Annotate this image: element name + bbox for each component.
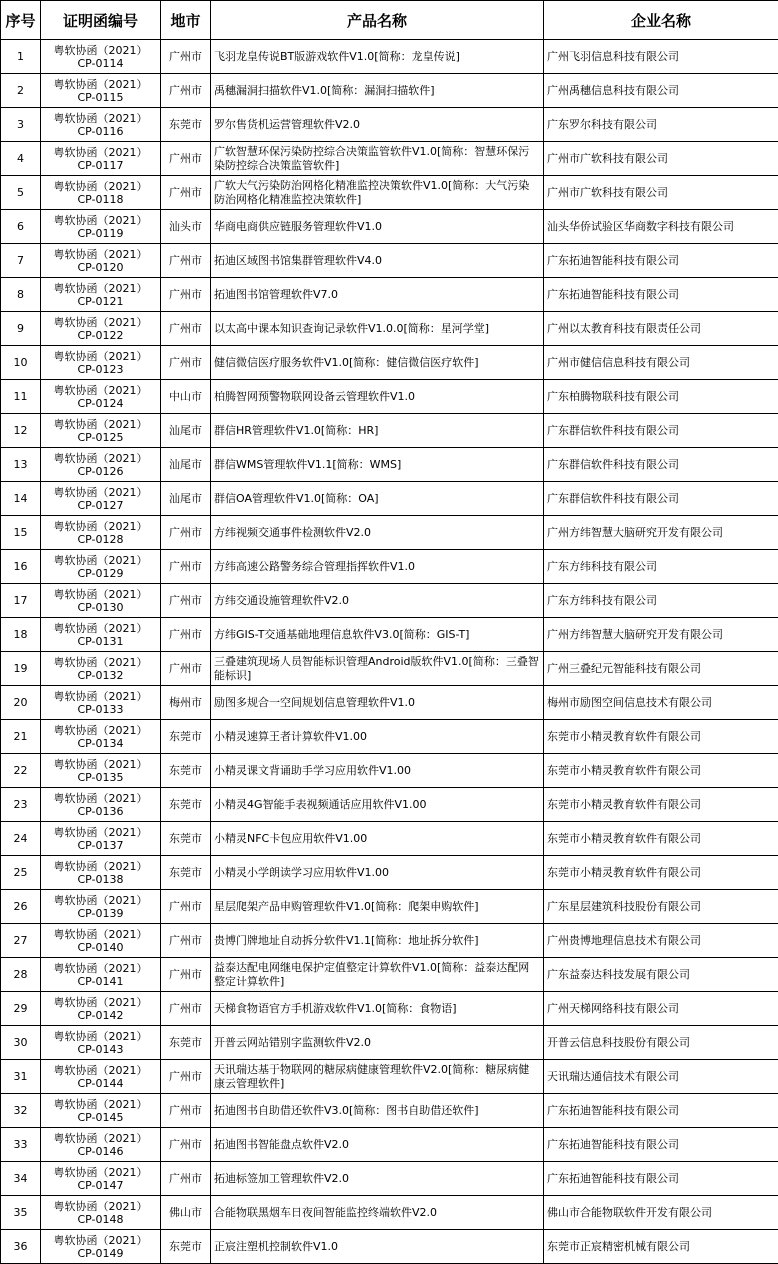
certificate-code-prefix: 粤软协函（2021） xyxy=(53,179,148,193)
city: 中山市 xyxy=(161,380,211,414)
certificate-code-number: CP-0148 xyxy=(77,1212,124,1226)
row-number: 3 xyxy=(1,108,41,142)
certificate-code-number: CP-0124 xyxy=(77,396,124,410)
product-name: 益泰达配电网继电保护定值整定计算软件V1.0[简称：益泰达配网整定计算软件] xyxy=(211,958,544,992)
certificate-code-number: CP-0121 xyxy=(77,294,124,308)
row-number: 27 xyxy=(1,924,41,958)
product-name: 广软智慧环保污染防控综合决策监管软件V1.0[简称：智慧环保污染防控综合决策监管软件] xyxy=(211,142,544,176)
table-row xyxy=(1,1196,778,1230)
certificate-code-prefix: 粤软协函（2021） xyxy=(53,315,148,329)
table-row xyxy=(1,1094,778,1128)
certificate-code xyxy=(41,1128,161,1162)
certificate-code-prefix: 粤软协函（2021） xyxy=(53,791,148,805)
certificate-code-number: CP-0139 xyxy=(77,906,124,920)
product-name: 三叠建筑现场人员智能标识管理Android版软件V1.0[简称：三叠智能标识] xyxy=(211,652,544,686)
certificate-code-prefix: 粤软协函（2021） xyxy=(53,587,148,601)
company-name: 广州市广软科技有限公司 xyxy=(544,142,778,176)
product-name: 拓迪图书馆管理软件V7.0 xyxy=(211,278,544,312)
city: 汕尾市 xyxy=(161,414,211,448)
certificate-code xyxy=(41,890,161,924)
certificate-code-prefix: 粤软协函（2021） xyxy=(53,961,148,975)
table-row xyxy=(1,822,778,856)
row-number: 24 xyxy=(1,822,41,856)
company-name: 佛山市合能物联软件开发有限公司 xyxy=(544,1196,778,1230)
company-name: 东莞市小精灵教育软件有限公司 xyxy=(544,822,778,856)
city: 东莞市 xyxy=(161,822,211,856)
certificate-code-prefix: 粤软协函（2021） xyxy=(53,655,148,669)
certificate-code xyxy=(41,584,161,618)
table-row xyxy=(1,448,778,482)
certificate-code-number: CP-0143 xyxy=(77,1042,124,1056)
table-row xyxy=(1,176,778,210)
table-row xyxy=(1,958,778,992)
certificate-code-prefix: 粤软协函（2021） xyxy=(53,451,148,465)
certificate-code-number: CP-0138 xyxy=(77,872,124,886)
certificate-code-prefix: 粤软协函（2021） xyxy=(53,689,148,703)
certificate-code xyxy=(41,1162,161,1196)
certificate-code xyxy=(41,754,161,788)
certificate-code-number: CP-0141 xyxy=(77,974,124,988)
table-row xyxy=(1,40,778,74)
certificate-code-number: CP-0130 xyxy=(77,600,124,614)
city: 梅州市 xyxy=(161,686,211,720)
city: 广州市 xyxy=(161,278,211,312)
row-number: 7 xyxy=(1,244,41,278)
company-name: 广东拓迪智能科技有限公司 xyxy=(544,244,778,278)
company-name: 广州三叠纪元智能科技有限公司 xyxy=(544,652,778,686)
certificate-code-number: CP-0136 xyxy=(77,804,124,818)
company-name: 广东方纬科技有限公司 xyxy=(544,584,778,618)
product-name: 贵博门牌地址自动拆分软件V1.1[简称：地址拆分软件] xyxy=(211,924,544,958)
certificate-code xyxy=(41,822,161,856)
row-number: 28 xyxy=(1,958,41,992)
product-name: 合能物联黑烟车日夜间智能监控终端软件V2.0 xyxy=(211,1196,544,1230)
certificate-code-number: CP-0119 xyxy=(77,226,124,240)
certificate-code xyxy=(41,40,161,74)
certificate-code xyxy=(41,176,161,210)
row-number: 30 xyxy=(1,1026,41,1060)
table-row xyxy=(1,1230,778,1264)
row-number: 14 xyxy=(1,482,41,516)
table-row xyxy=(1,550,778,584)
table-row xyxy=(1,244,778,278)
certificate-code-prefix: 粤软协函（2021） xyxy=(53,281,148,295)
table-row xyxy=(1,890,778,924)
product-name: 拓迪图书自助借还软件V3.0[简称：图书自助借还软件] xyxy=(211,1094,544,1128)
certificate-code-prefix: 粤软协函（2021） xyxy=(53,1199,148,1213)
city: 佛山市 xyxy=(161,1196,211,1230)
table-row xyxy=(1,346,778,380)
city: 东莞市 xyxy=(161,788,211,822)
certificate-code-prefix: 粤软协函（2021） xyxy=(53,1233,148,1247)
row-number: 17 xyxy=(1,584,41,618)
certificate-code-number: CP-0132 xyxy=(77,668,124,682)
certificate-code-number: CP-0123 xyxy=(77,362,124,376)
product-name: 广软大气污染防治网格化精准监控决策软件V1.0[简称：大气污染防治网格化精准监控决策软件] xyxy=(211,176,544,210)
company-name: 广东柏腾物联科技有限公司 xyxy=(544,380,778,414)
product-name: 小精灵4G智能手表视频通话应用软件V1.00 xyxy=(211,788,544,822)
company-name: 广东益泰达科技发展有限公司 xyxy=(544,958,778,992)
certificate-code xyxy=(41,482,161,516)
product-name: 群信WMS管理软件V1.1[简称：WMS] xyxy=(211,448,544,482)
certificate-code-number: CP-0142 xyxy=(77,1008,124,1022)
table-row xyxy=(1,686,778,720)
certificate-code-prefix: 粤软协函（2021） xyxy=(53,723,148,737)
company-name: 东莞市小精灵教育软件有限公司 xyxy=(544,856,778,890)
certificate-code xyxy=(41,244,161,278)
product-name: 禹穗漏洞扫描软件V1.0[简称：漏洞扫描软件] xyxy=(211,74,544,108)
city: 广州市 xyxy=(161,40,211,74)
certificate-code xyxy=(41,108,161,142)
certificate-code-number: CP-0134 xyxy=(77,736,124,750)
certificate-code xyxy=(41,1060,161,1094)
certificate-code-prefix: 粤软协函（2021） xyxy=(53,145,148,159)
city: 广州市 xyxy=(161,618,211,652)
city: 东莞市 xyxy=(161,754,211,788)
row-number: 1 xyxy=(1,40,41,74)
certificate-code xyxy=(41,1026,161,1060)
certificate-code-prefix: 粤软协函（2021） xyxy=(53,757,148,771)
city: 广州市 xyxy=(161,244,211,278)
row-number: 23 xyxy=(1,788,41,822)
row-number: 25 xyxy=(1,856,41,890)
row-number: 11 xyxy=(1,380,41,414)
company-name: 广州市健信信息科技有限公司 xyxy=(544,346,778,380)
certificate-code-prefix: 粤软协函（2021） xyxy=(53,859,148,873)
city: 广州市 xyxy=(161,584,211,618)
company-name: 广东拓迪智能科技有限公司 xyxy=(544,1094,778,1128)
product-name: 罗尔售货机运营管理软件V2.0 xyxy=(211,108,544,142)
table-row xyxy=(1,210,778,244)
certificate-code xyxy=(41,618,161,652)
row-number: 15 xyxy=(1,516,41,550)
row-number: 29 xyxy=(1,992,41,1026)
city: 广州市 xyxy=(161,74,211,108)
city: 广州市 xyxy=(161,890,211,924)
table-row xyxy=(1,278,778,312)
certificate-code xyxy=(41,414,161,448)
certificate-code-prefix: 粤软协函（2021） xyxy=(53,553,148,567)
company-name: 东莞市小精灵教育软件有限公司 xyxy=(544,788,778,822)
city: 广州市 xyxy=(161,1060,211,1094)
certificate-code-number: CP-0129 xyxy=(77,566,124,580)
product-name: 拓迪区域图书馆集群管理软件V4.0 xyxy=(211,244,544,278)
certificate-code xyxy=(41,958,161,992)
row-number: 16 xyxy=(1,550,41,584)
certificate-code-prefix: 粤软协函（2021） xyxy=(53,519,148,533)
row-number: 31 xyxy=(1,1060,41,1094)
header-row xyxy=(1,1,778,40)
table-row xyxy=(1,652,778,686)
city: 广州市 xyxy=(161,958,211,992)
company-name: 广州禹穗信息科技有限公司 xyxy=(544,74,778,108)
certificate-code xyxy=(41,346,161,380)
header-company: 企业名称 xyxy=(544,1,778,40)
company-name: 开普云信息科技股份有限公司 xyxy=(544,1026,778,1060)
product-name: 健信微信医疗服务软件V1.0[简称：健信微信医疗软件] xyxy=(211,346,544,380)
certificate-code-prefix: 粤软协函（2021） xyxy=(53,1131,148,1145)
row-number: 36 xyxy=(1,1230,41,1264)
company-name: 广东方纬科技有限公司 xyxy=(544,550,778,584)
row-number: 20 xyxy=(1,686,41,720)
city: 广州市 xyxy=(161,652,211,686)
row-number: 2 xyxy=(1,74,41,108)
table-row xyxy=(1,584,778,618)
certificate-code xyxy=(41,856,161,890)
product-name: 正宸注塑机控制软件V1.0 xyxy=(211,1230,544,1264)
city: 广州市 xyxy=(161,924,211,958)
certificate-code xyxy=(41,142,161,176)
table-row xyxy=(1,312,778,346)
product-name: 小精灵NFC卡包应用软件V1.00 xyxy=(211,822,544,856)
certificate-code-prefix: 粤软协函（2021） xyxy=(53,995,148,1009)
certificate-code xyxy=(41,652,161,686)
certificate-code-prefix: 粤软协函（2021） xyxy=(53,825,148,839)
table-row xyxy=(1,788,778,822)
header-no: 序号 xyxy=(1,1,41,40)
company-name: 东莞市小精灵教育软件有限公司 xyxy=(544,754,778,788)
city: 汕尾市 xyxy=(161,448,211,482)
certificate-code-prefix: 粤软协函（2021） xyxy=(53,383,148,397)
row-number: 26 xyxy=(1,890,41,924)
product-name: 励图多规合一空间规划信息管理软件V1.0 xyxy=(211,686,544,720)
product-name: 群信OA管理软件V1.0[简称：OA] xyxy=(211,482,544,516)
company-name: 汕头华侨试验区华商数字科技有限公司 xyxy=(544,210,778,244)
company-name: 天讯瑞达通信技术有限公司 xyxy=(544,1060,778,1094)
certificate-code xyxy=(41,210,161,244)
city: 广州市 xyxy=(161,176,211,210)
row-number: 18 xyxy=(1,618,41,652)
table-row xyxy=(1,74,778,108)
certificate-code xyxy=(41,1094,161,1128)
certificate-code xyxy=(41,924,161,958)
product-name: 天梯食物语官方手机游戏软件V1.0[简称：食物语] xyxy=(211,992,544,1026)
product-name: 以太高中课本知识查询记录软件V1.0.0[简称：星河学堂] xyxy=(211,312,544,346)
product-name: 开普云网站错别字监测软件V2.0 xyxy=(211,1026,544,1060)
company-name: 广东群信软件科技有限公司 xyxy=(544,414,778,448)
product-name: 方纬GIS-T交通基础地理信息软件V3.0[简称：GIS-T] xyxy=(211,618,544,652)
city: 广州市 xyxy=(161,312,211,346)
certificate-code xyxy=(41,720,161,754)
product-name: 拓迪标签加工管理软件V2.0 xyxy=(211,1162,544,1196)
certificate-code-prefix: 粤软协函（2021） xyxy=(53,417,148,431)
row-number: 8 xyxy=(1,278,41,312)
product-name: 方纬交通设施管理软件V2.0 xyxy=(211,584,544,618)
certificate-code-number: CP-0135 xyxy=(77,770,124,784)
table-row xyxy=(1,1026,778,1060)
row-number: 32 xyxy=(1,1094,41,1128)
row-number: 13 xyxy=(1,448,41,482)
table-row xyxy=(1,482,778,516)
header-product: 产品名称 xyxy=(211,1,544,40)
row-number: 5 xyxy=(1,176,41,210)
row-number: 12 xyxy=(1,414,41,448)
certificate-code xyxy=(41,74,161,108)
certificate-code-prefix: 粤软协函（2021） xyxy=(53,77,148,91)
company-name: 广州方纬智慧大脑研究开发有限公司 xyxy=(544,618,778,652)
city: 广州市 xyxy=(161,992,211,1026)
certificate-code-number: CP-0122 xyxy=(77,328,124,342)
table-body xyxy=(1,40,778,1264)
certificate-code-number: CP-0126 xyxy=(77,464,124,478)
certificate-code-number: CP-0114 xyxy=(77,56,124,70)
certificate-code xyxy=(41,992,161,1026)
table-row xyxy=(1,618,778,652)
certificate-code-number: CP-0149 xyxy=(77,1246,124,1260)
header-code: 证明函编号 xyxy=(41,1,161,40)
city: 广州市 xyxy=(161,1128,211,1162)
certificate-code-number: CP-0146 xyxy=(77,1144,124,1158)
row-number: 22 xyxy=(1,754,41,788)
product-name: 群信HR管理软件V1.0[简称：HR] xyxy=(211,414,544,448)
product-name: 方纬高速公路警务综合管理指挥软件V1.0 xyxy=(211,550,544,584)
company-name: 广州飞羽信息科技有限公司 xyxy=(544,40,778,74)
certificate-code-prefix: 粤软协函（2021） xyxy=(53,621,148,635)
city: 广州市 xyxy=(161,1094,211,1128)
row-number: 9 xyxy=(1,312,41,346)
certificate-code-prefix: 粤软协函（2021） xyxy=(53,927,148,941)
company-name: 广东群信软件科技有限公司 xyxy=(544,448,778,482)
certificate-code xyxy=(41,516,161,550)
certificate-code xyxy=(41,312,161,346)
certificate-code-number: CP-0131 xyxy=(77,634,124,648)
certificate-code-prefix: 粤软协函（2021） xyxy=(53,1097,148,1111)
row-number: 21 xyxy=(1,720,41,754)
certificate-code-prefix: 粤软协函（2021） xyxy=(53,111,148,125)
certificate-code-number: CP-0117 xyxy=(77,158,124,172)
city: 东莞市 xyxy=(161,856,211,890)
row-number: 4 xyxy=(1,142,41,176)
row-number: 34 xyxy=(1,1162,41,1196)
table-row xyxy=(1,380,778,414)
company-name: 广东拓迪智能科技有限公司 xyxy=(544,278,778,312)
row-number: 33 xyxy=(1,1128,41,1162)
product-name: 飞羽龙皇传说BT版游戏软件V1.0[简称：龙皇传说] xyxy=(211,40,544,74)
certificate-code-prefix: 粤软协函（2021） xyxy=(53,893,148,907)
certificate-code-prefix: 粤软协函（2021） xyxy=(53,247,148,261)
product-name: 天讯瑞达基于物联网的糖尿病健康管理软件V2.0[简称：糖尿病健康云管理软件] xyxy=(211,1060,544,1094)
city: 东莞市 xyxy=(161,1230,211,1264)
certificate-code-number: CP-0128 xyxy=(77,532,124,546)
certificate-code-number: CP-0125 xyxy=(77,430,124,444)
company-name: 广东拓迪智能科技有限公司 xyxy=(544,1128,778,1162)
company-name: 广州市广软科技有限公司 xyxy=(544,176,778,210)
row-number: 35 xyxy=(1,1196,41,1230)
certificate-code xyxy=(41,380,161,414)
certificate-code-number: CP-0115 xyxy=(77,90,124,104)
table-row xyxy=(1,992,778,1026)
product-name: 方纬视频交通事件检测软件V2.0 xyxy=(211,516,544,550)
city: 东莞市 xyxy=(161,108,211,142)
certificate-code-number: CP-0137 xyxy=(77,838,124,852)
product-name: 小精灵小学朗读学习应用软件V1.00 xyxy=(211,856,544,890)
table-row xyxy=(1,142,778,176)
table-row xyxy=(1,516,778,550)
header-city: 地市 xyxy=(161,1,211,40)
row-number: 6 xyxy=(1,210,41,244)
certificate-code-prefix: 粤软协函（2021） xyxy=(53,349,148,363)
product-name: 华商电商供应链服务管理软件V1.0 xyxy=(211,210,544,244)
table-row xyxy=(1,1060,778,1094)
product-name: 星层爬架产品申购管理软件V1.0[简称：爬架申购软件] xyxy=(211,890,544,924)
certificate-code xyxy=(41,788,161,822)
product-name: 柏腾智网预警物联网设备云管理软件V1.0 xyxy=(211,380,544,414)
certificate-code-number: CP-0127 xyxy=(77,498,124,512)
certificate-code-prefix: 粤软协函（2021） xyxy=(53,43,148,57)
company-name: 广州以太教育科技有限责任公司 xyxy=(544,312,778,346)
certificate-code xyxy=(41,448,161,482)
certificate-code-number: CP-0140 xyxy=(77,940,124,954)
table-row xyxy=(1,414,778,448)
city: 东莞市 xyxy=(161,720,211,754)
certificate-code xyxy=(41,550,161,584)
company-name: 梅州市励图空间信息技术有限公司 xyxy=(544,686,778,720)
product-name: 小精灵速算王者计算软件V1.00 xyxy=(211,720,544,754)
certificate-code xyxy=(41,686,161,720)
table-row xyxy=(1,1162,778,1196)
table-row xyxy=(1,754,778,788)
city: 汕尾市 xyxy=(161,482,211,516)
company-name: 东莞市正宸精密机械有限公司 xyxy=(544,1230,778,1264)
product-name: 小精灵课文背诵助手学习应用软件V1.00 xyxy=(211,754,544,788)
city: 广州市 xyxy=(161,550,211,584)
table-row xyxy=(1,1128,778,1162)
certificate-code xyxy=(41,278,161,312)
company-name: 广东拓迪智能科技有限公司 xyxy=(544,1162,778,1196)
row-number: 19 xyxy=(1,652,41,686)
certificate-code xyxy=(41,1196,161,1230)
table-row xyxy=(1,856,778,890)
certificate-code-prefix: 粤软协函（2021） xyxy=(53,1063,148,1077)
city: 广州市 xyxy=(161,516,211,550)
product-name: 拓迪图书智能盘点软件V2.0 xyxy=(211,1128,544,1162)
company-name: 广州天梯网络科技有限公司 xyxy=(544,992,778,1026)
table-row xyxy=(1,720,778,754)
city: 广州市 xyxy=(161,142,211,176)
certificate-code-number: CP-0147 xyxy=(77,1178,124,1192)
table-row xyxy=(1,924,778,958)
certificate-code-prefix: 粤软协函（2021） xyxy=(53,1165,148,1179)
city: 汕头市 xyxy=(161,210,211,244)
certificate-code xyxy=(41,1230,161,1264)
company-name: 广东群信软件科技有限公司 xyxy=(544,482,778,516)
certificate-code-number: CP-0120 xyxy=(77,260,124,274)
certificate-code-prefix: 粤软协函（2021） xyxy=(53,1029,148,1043)
city: 广州市 xyxy=(161,1162,211,1196)
city: 东莞市 xyxy=(161,1026,211,1060)
certificate-code-prefix: 粤软协函（2021） xyxy=(53,213,148,227)
certificate-code-number: CP-0116 xyxy=(77,124,124,138)
table-row xyxy=(1,108,778,142)
certificate-code-prefix: 粤软协函（2021） xyxy=(53,485,148,499)
company-name: 广东罗尔科技有限公司 xyxy=(544,108,778,142)
certificate-code-number: CP-0133 xyxy=(77,702,124,716)
company-name: 广东星层建筑科技股份有限公司 xyxy=(544,890,778,924)
certificate-code-number: CP-0145 xyxy=(77,1110,124,1124)
city: 广州市 xyxy=(161,346,211,380)
certificate-code-number: CP-0144 xyxy=(77,1076,124,1090)
company-name: 广州贵博地理信息技术有限公司 xyxy=(544,924,778,958)
row-number: 10 xyxy=(1,346,41,380)
company-name: 东莞市小精灵教育软件有限公司 xyxy=(544,720,778,754)
certificate-code-number: CP-0118 xyxy=(77,192,124,206)
company-name: 广州方纬智慧大脑研究开发有限公司 xyxy=(544,516,778,550)
